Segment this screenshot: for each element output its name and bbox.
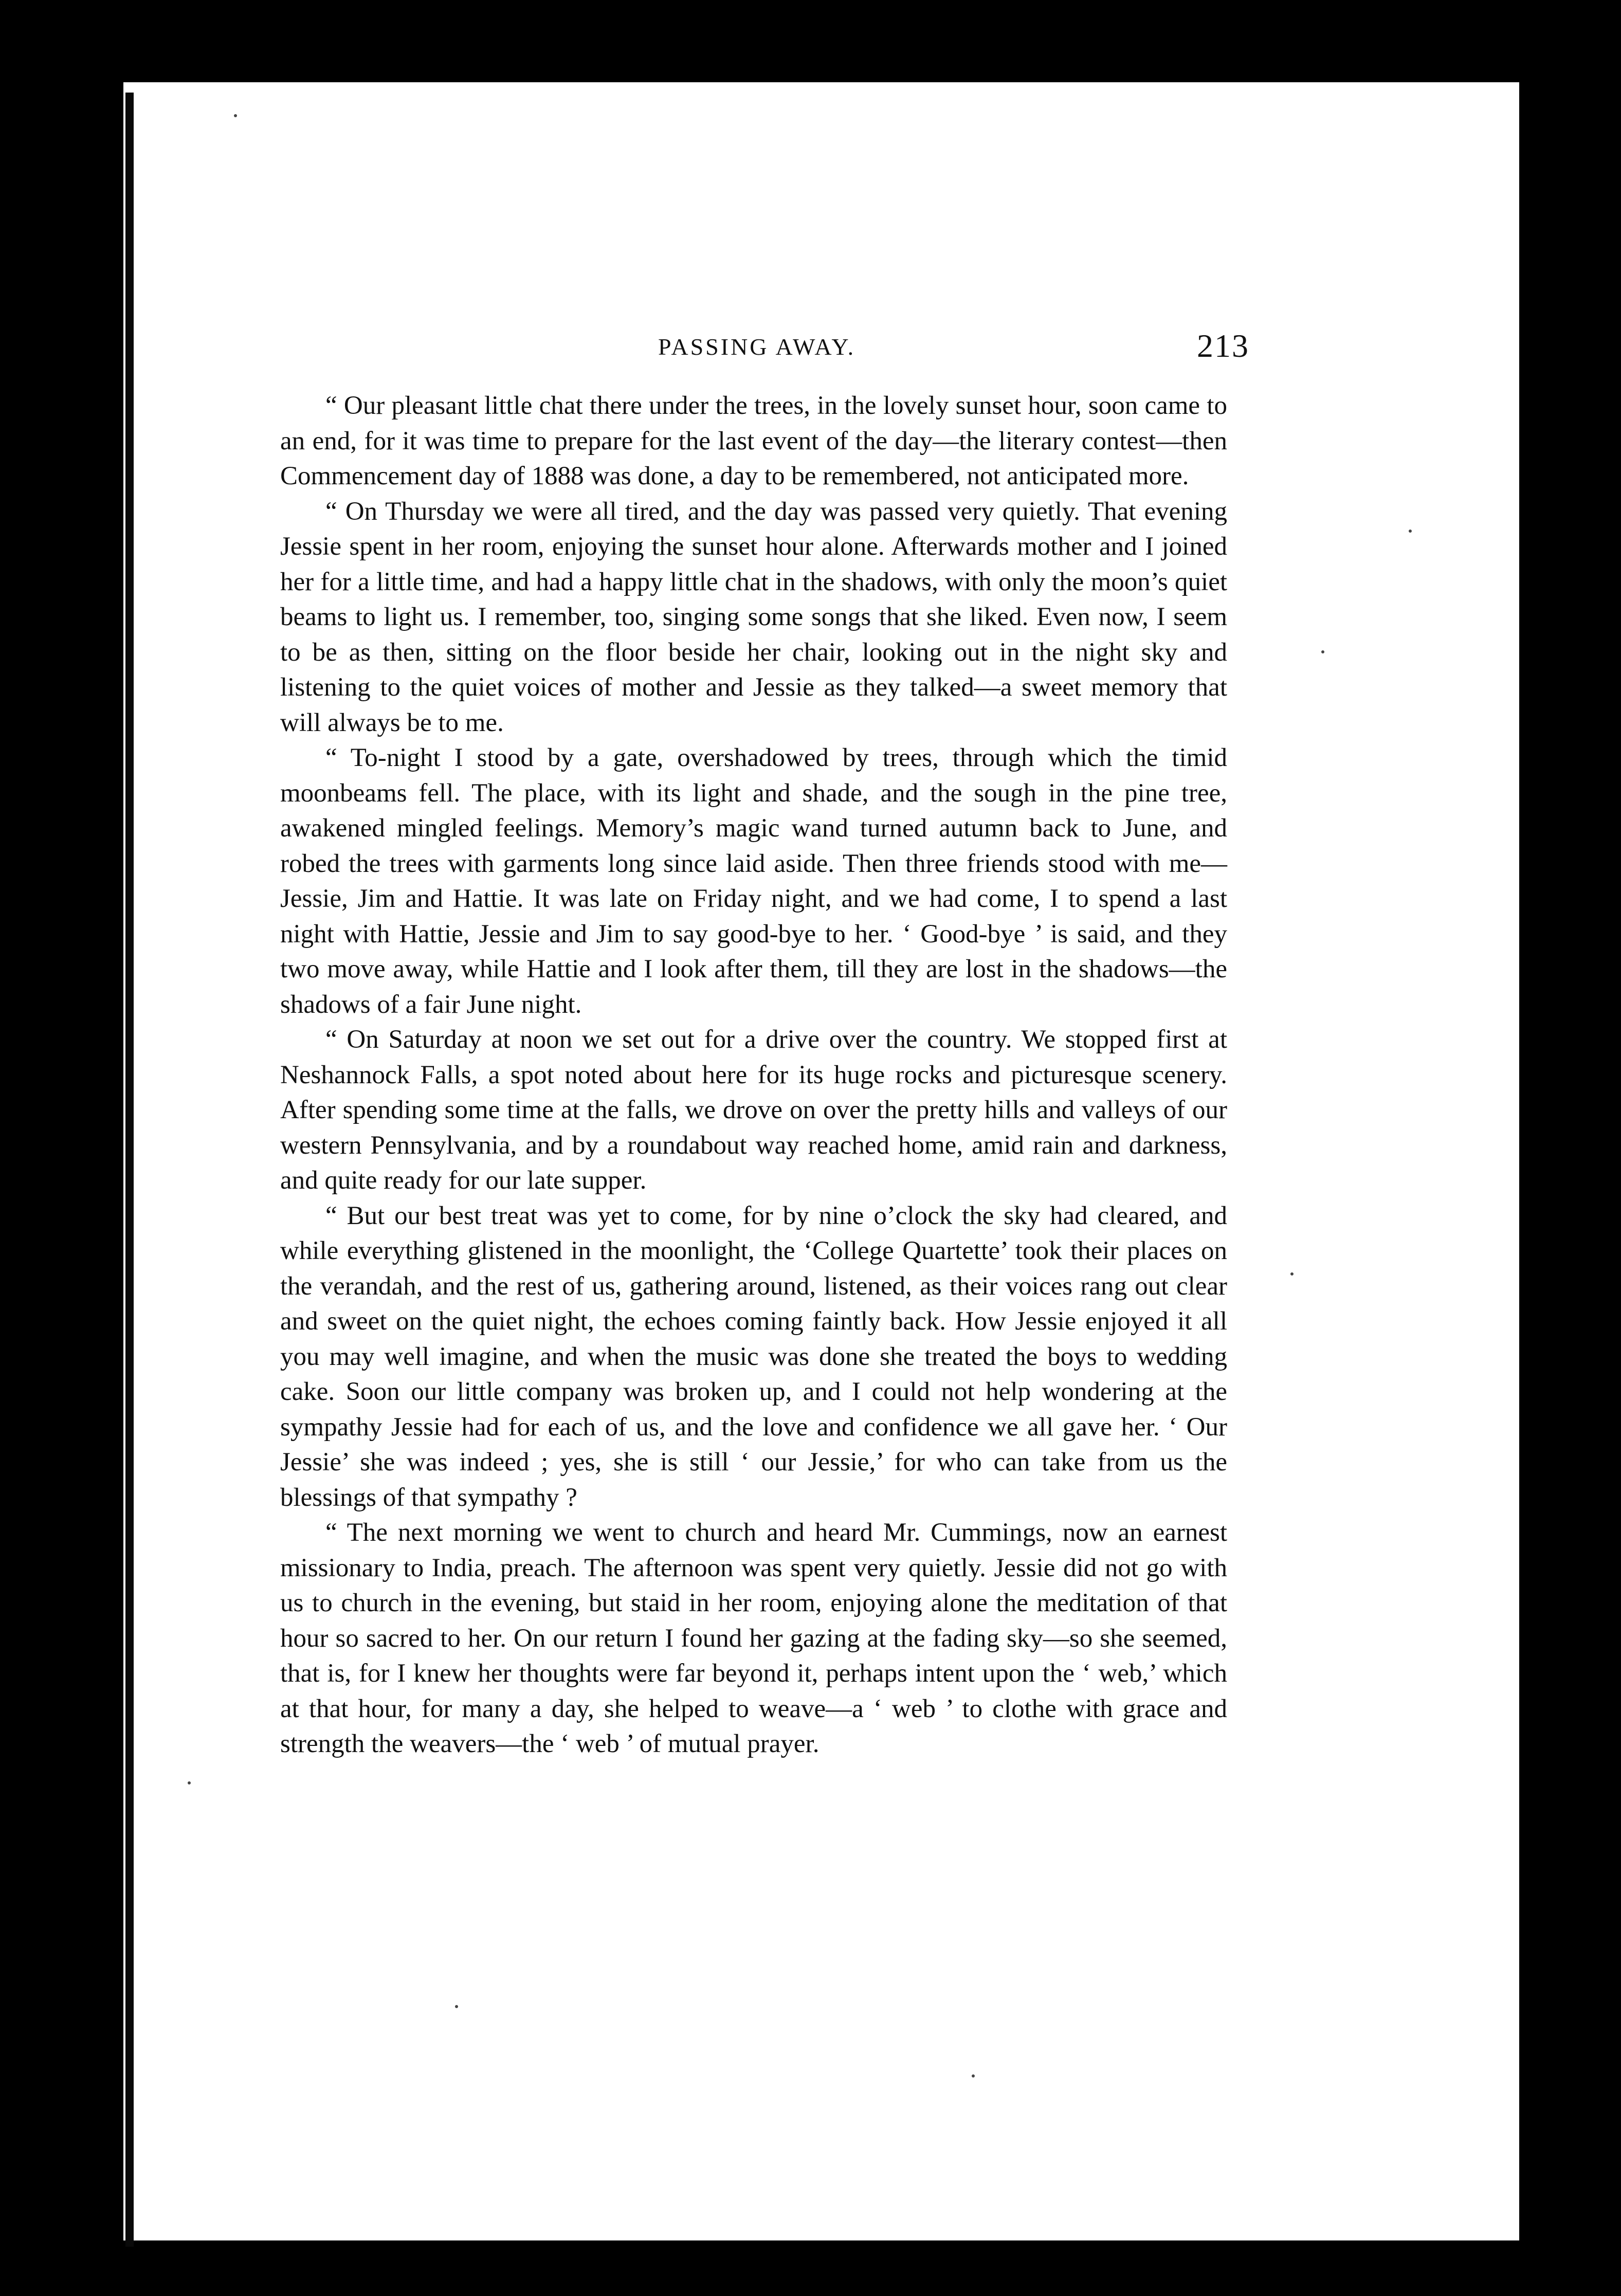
scan-speck bbox=[455, 2005, 458, 2008]
scan-speck bbox=[1290, 1272, 1294, 1275]
paragraph: “ To-night I stood by a gate, overshadowed by trees, through which the timid moonbeams fell. The place, with its light and shade, and the sough in the pine tree, awakened mingled feelings. Memory’s magic wand turned autumn back to June, and robed the trees with garments long since laid aside. Then three friends stood with me—Jessie, Jim and Hattie. It was late on Friday night, and we had come, I to spend a last night with Hattie, Jessie and Jim to say good-bye to her. ‘ Good-bye ’ is said, and they two move away, while Hattie and I look after them, till they are lost in the shadows—the shadows of a fair June night. bbox=[280, 743, 1227, 1019]
paragraph: “ But our best treat was yet to come, for by nine o’clock the sky had cleared, and while everything glistened in the moonlight, the ‘College Quartette’ took their places on the verandah, and the rest of us, gathering around, listened, as their voices rang out clear and sweet on the quiet night, the echoes coming faintly back. How Jessie enjoyed it all you may well imagine, and when the music was done she treated the boys to wedding cake. Soon our little company was broken up, and I could not help wondering at the sympathy Jessie had for each of us, and the love and confidence we all gave her. ‘ Our Jessie’ she was indeed ; yes, she is still ‘ our Jessie,’ for who can take from us the blessings of that sympathy ? bbox=[280, 1201, 1227, 1512]
paragraph: “ On Thursday we were all tired, and the day was passed very quietly. That evening Jessie spent in her room, enjoying the sunset hour alone. Afterwards mother and I joined her for a little time, and had a happy little chat in the shadows, with only the moon’s quiet beams to light us. I remember, too, singing some songs that she liked. Even now, I seem to be as then, sitting on the floor beside her chair, looking out in the night sky and listening to the quiet voices of mother and Jessie as they talked—a sweet memory that will always be to me. bbox=[280, 497, 1227, 737]
scan-speck bbox=[1321, 650, 1324, 653]
scan-speck bbox=[188, 1781, 191, 1784]
scan-speck bbox=[1409, 530, 1412, 533]
scan-speck bbox=[972, 2074, 975, 2078]
page-edge-shadow bbox=[125, 93, 134, 2247]
paragraph: “ Our pleasant little chat there under the trees, in the lovely sunset hour, soon came to an end, for it was time to prepare for the last event of the day—the literary contest—then Commencement day of 1888 was done, a day to be remembered, not anticipated more. bbox=[280, 391, 1227, 490]
paragraph: “ On Saturday at noon we set out for a drive over the country. We stopped first at Neshannock Falls, a spot noted about here for its huge rocks and picturesque scenery. After spending some time at the falls, we drove on over the pretty hills and valleys of our western Pennsylvania, and by a roundabout way reached home, amid rain and darkness, and quite ready for our late supper. bbox=[280, 1025, 1227, 1195]
page-number: 213 bbox=[1197, 327, 1249, 364]
paragraph: “ The next morning we went to church and heard Mr. Cummings, now an earnest missionary to India, preach. The afternoon was spent very quietly. Jessie did not go with us to church in the evening, but staid in her room, enjoying alone the meditation of that hour so sacred to her. On our return I found her gazing at the fading sky—so she seemed, that is, for I knew her thoughts were far beyond it, perhaps intent upon the ‘ web,’ which at that hour, for many a day, she helped to weave—a ‘ web ’ to clothe with grace and strength the weavers—the ‘ web ’ of mutual prayer. bbox=[280, 1518, 1227, 1758]
body-text bbox=[280, 388, 1227, 1762]
running-title: PASSING AWAY. bbox=[658, 334, 856, 360]
scan-speck bbox=[234, 114, 237, 117]
page-header bbox=[278, 327, 1249, 371]
